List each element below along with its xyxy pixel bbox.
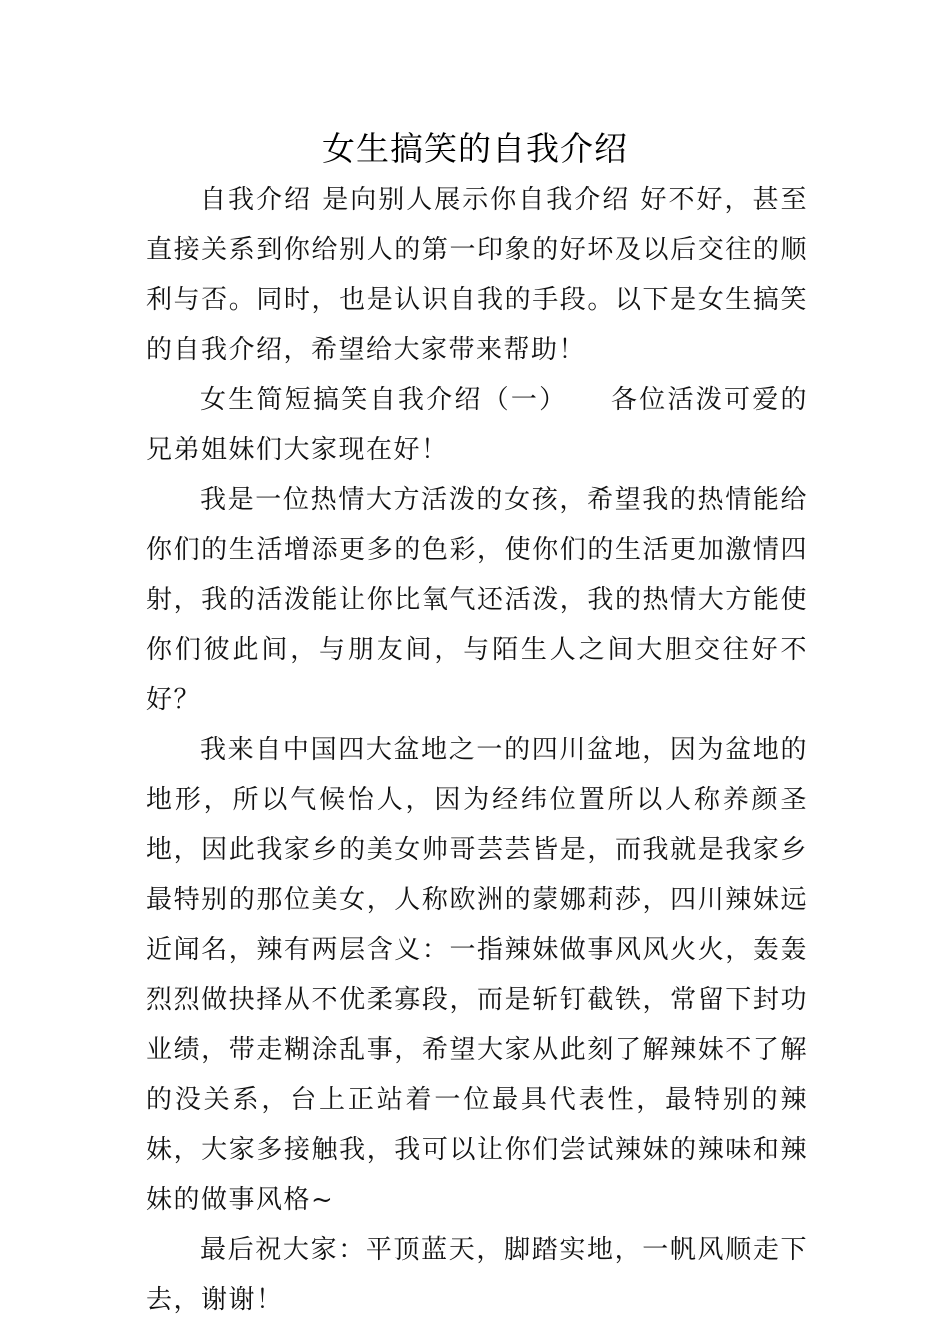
paragraph-intro: 自我介绍 是向别人展示你自我介绍 好不好，甚至直接关系到你给别人的第一印象的好坏及以后交往的顺利与否。同时，也是认识自我的手段。以下是女生搞笑的自我介绍，希望给大家带来帮助！: [146, 185, 808, 365]
document-title: 女生搞笑的自我介绍: [322, 129, 628, 168]
paragraph-section-heading: 女生简短搞笑自我介绍（一） 各位活泼可爱的兄弟姐妹们大家现在好！: [146, 385, 808, 465]
paragraph-hometown: 我来自中国四大盆地之一的四川盆地，因为盆地的地形，所以气候怡人，因为经纬位置所以人称养颜圣地，因此我家乡的美女帅哥芸芸皆是，而我就是我家乡最特别的那位美女，人称欧洲的蒙娜莉莎，四川辣妹远近闻名，辣有两层含义：一指辣妹做事风风火火，轰轰烈烈做抉择从不优柔寡段，而是斩钉截铁，常留下封功业绩，带走糊涂乱事，希望大家从此刻了解辣妹不了解的没关系，台上正站着一位最具代表性，最特别的辣妹，大家多接触我，我可以让你们尝试辣妹的辣味和辣妹的做事风格~: [146, 735, 808, 1215]
paragraph-closing: 最后祝大家：平顶蓝天，脚踏实地，一帆风顺走下去，谢谢！: [146, 1235, 808, 1315]
document-body: [146, 175, 808, 1325]
paragraph-personality: 我是一位热情大方活泼的女孩，希望我的热情能给你们的生活增添更多的色彩，使你们的生活更加激情四射，我的活泼能让你比氧气还活泼，我的热情大方能使你们彼此间，与朋友间，与陌生人之间大胆交往好不好？: [146, 485, 808, 715]
